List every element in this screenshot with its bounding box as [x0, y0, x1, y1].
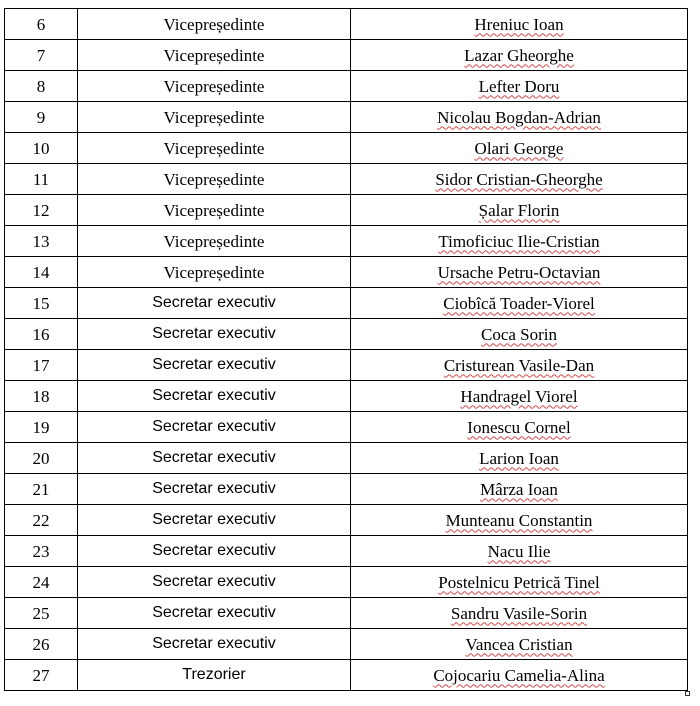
role-cell: Vicepreședinte	[78, 102, 351, 133]
name-cell	[351, 257, 688, 288]
row-number-cell: 9	[5, 102, 78, 133]
table-row	[5, 164, 688, 195]
name-cell	[351, 505, 688, 536]
member-name: Ciobîcă Toader-Viorel	[443, 293, 595, 313]
role-cell: Vicepreședinte	[78, 195, 351, 226]
table-row	[5, 598, 688, 629]
member-name: Sidor Cristian-Gheorghe	[435, 169, 603, 189]
name-cell	[351, 350, 688, 381]
member-name: Nicolau Bogdan-Adrian	[437, 107, 601, 127]
member-name: Hreniuc Ioan	[474, 14, 564, 34]
member-name: Șalar Florin	[478, 200, 560, 220]
row-number-cell: 27	[5, 660, 78, 691]
name-cell	[351, 381, 688, 412]
member-name: Lefter Doru	[478, 76, 560, 96]
role-cell: Secretar executiv	[78, 567, 351, 598]
role-cell: Vicepreședinte	[78, 257, 351, 288]
table-row	[5, 133, 688, 164]
name-cell	[351, 443, 688, 474]
member-name: Cojocariu Camelia-Alina	[433, 665, 605, 685]
role-cell: Secretar executiv	[78, 350, 351, 381]
name-cell	[351, 567, 688, 598]
member-name: Larion Ioan	[479, 448, 559, 468]
table-row	[5, 505, 688, 536]
members-table	[4, 8, 688, 691]
table-row	[5, 195, 688, 226]
table-row	[5, 660, 688, 691]
name-cell	[351, 319, 688, 350]
role-cell: Vicepreședinte	[78, 71, 351, 102]
table-row	[5, 319, 688, 350]
name-cell	[351, 474, 688, 505]
table-row	[5, 9, 688, 40]
row-number-cell: 16	[5, 319, 78, 350]
role-cell: Secretar executiv	[78, 412, 351, 443]
row-number-cell: 26	[5, 629, 78, 660]
member-name: Postelnicu Petrică Tinel	[438, 572, 600, 592]
name-cell	[351, 133, 688, 164]
member-name: Munteanu Constantin	[445, 510, 593, 530]
row-number-cell: 20	[5, 443, 78, 474]
member-name: Mârza Ioan	[480, 479, 558, 499]
table-row	[5, 350, 688, 381]
row-number-cell: 13	[5, 226, 78, 257]
row-number-cell: 10	[5, 133, 78, 164]
role-cell: Secretar executiv	[78, 319, 351, 350]
member-name: Timoficiuc Ilie-Cristian	[438, 231, 600, 251]
role-cell: Secretar executiv	[78, 598, 351, 629]
table-row	[5, 443, 688, 474]
members-table-body	[5, 9, 688, 691]
name-cell	[351, 102, 688, 133]
row-number-cell: 12	[5, 195, 78, 226]
table-row	[5, 226, 688, 257]
row-number-cell: 11	[5, 164, 78, 195]
name-cell	[351, 629, 688, 660]
table-row	[5, 257, 688, 288]
row-number-cell: 7	[5, 40, 78, 71]
role-cell: Vicepreședinte	[78, 226, 351, 257]
row-number-cell: 23	[5, 536, 78, 567]
role-cell: Secretar executiv	[78, 288, 351, 319]
table-row	[5, 412, 688, 443]
name-cell	[351, 536, 688, 567]
table-row	[5, 71, 688, 102]
row-number-cell: 21	[5, 474, 78, 505]
row-number-cell: 18	[5, 381, 78, 412]
row-number-cell: 6	[5, 9, 78, 40]
member-name: Lazar Gheorghe	[464, 45, 574, 65]
name-cell	[351, 9, 688, 40]
row-number-cell: 22	[5, 505, 78, 536]
row-number-cell: 15	[5, 288, 78, 319]
table-row	[5, 536, 688, 567]
table-row	[5, 474, 688, 505]
end-of-cell-mark	[685, 691, 690, 696]
role-cell: Trezorier	[78, 660, 351, 691]
name-cell	[351, 412, 688, 443]
name-cell	[351, 598, 688, 629]
name-cell	[351, 660, 688, 691]
role-cell: Vicepreședinte	[78, 133, 351, 164]
row-number-cell: 19	[5, 412, 78, 443]
member-name: Ursache Petru-Octavian	[437, 262, 601, 282]
member-name: Olari George	[474, 138, 564, 158]
row-number-cell: 25	[5, 598, 78, 629]
name-cell	[351, 164, 688, 195]
table-row	[5, 567, 688, 598]
member-name: Cristurean Vasile-Dan	[443, 355, 595, 375]
table-row	[5, 102, 688, 133]
row-number-cell: 14	[5, 257, 78, 288]
member-name: Sandru Vasile-Sorin	[450, 603, 588, 623]
table-row	[5, 381, 688, 412]
role-cell: Secretar executiv	[78, 505, 351, 536]
row-number-cell: 17	[5, 350, 78, 381]
role-cell: Secretar executiv	[78, 536, 351, 567]
member-name: Nacu Ilie	[487, 541, 551, 561]
row-number-cell: 8	[5, 71, 78, 102]
role-cell: Vicepreședinte	[78, 40, 351, 71]
name-cell	[351, 226, 688, 257]
table-row	[5, 288, 688, 319]
role-cell: Vicepreședinte	[78, 164, 351, 195]
member-name: Ionescu Cornel	[467, 417, 571, 437]
role-cell: Vicepreședinte	[78, 9, 351, 40]
table-row	[5, 629, 688, 660]
name-cell	[351, 288, 688, 319]
member-name: Vancea Cristian	[465, 634, 573, 654]
name-cell	[351, 195, 688, 226]
row-number-cell: 24	[5, 567, 78, 598]
member-name: Handragel Viorel	[460, 386, 578, 406]
role-cell: Secretar executiv	[78, 629, 351, 660]
role-cell: Secretar executiv	[78, 381, 351, 412]
name-cell	[351, 40, 688, 71]
role-cell: Secretar executiv	[78, 443, 351, 474]
role-cell: Secretar executiv	[78, 474, 351, 505]
member-name: Coca Sorin	[480, 324, 558, 344]
table-row	[5, 40, 688, 71]
name-cell	[351, 71, 688, 102]
